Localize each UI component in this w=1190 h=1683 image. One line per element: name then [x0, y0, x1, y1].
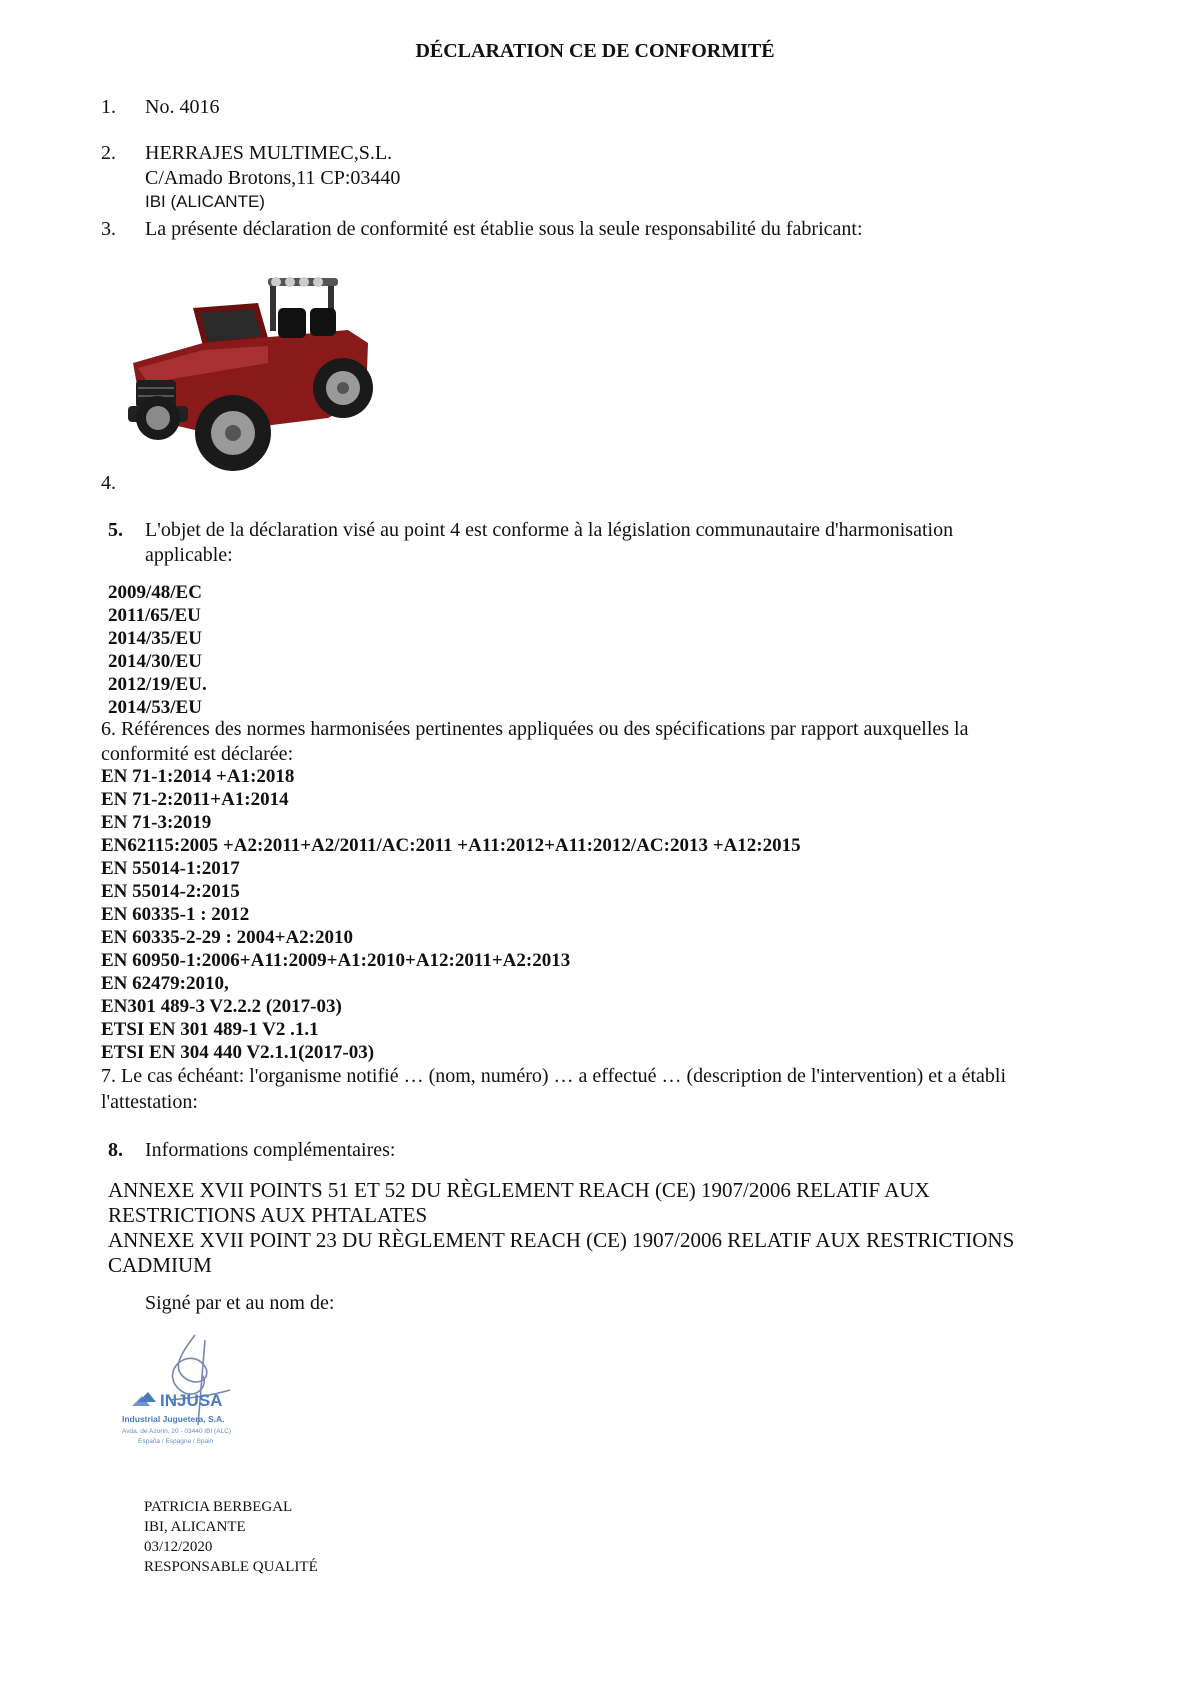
notified-body-line2: l'attestation:: [101, 1091, 198, 1113]
item-number-3: 3.: [101, 218, 116, 240]
standards-intro-line2: conformité est déclarée:: [101, 743, 294, 765]
directive: 2014/30/EU: [108, 651, 202, 672]
directive: 2014/53/EU: [108, 697, 202, 718]
item-number-1: 1.: [101, 96, 116, 118]
directive: 2011/65/EU: [108, 605, 201, 626]
annex-line: RESTRICTIONS AUX PHTALATES: [108, 1203, 428, 1227]
directive: 2014/35/EU: [108, 628, 202, 649]
additional-info-heading: Informations complémentaires:: [145, 1139, 396, 1161]
product-photo-ride-on-car: [118, 268, 393, 483]
standard: EN 60335-2-29 : 2004+A2:2010: [101, 927, 354, 948]
company-stamp-signature: [110, 1330, 300, 1470]
standard: ETSI EN 304 440 V2.1.1(2017-03): [101, 1042, 375, 1063]
standard: EN 62479:2010,: [101, 973, 229, 994]
standard: EN 71-1:2014 +A1:2018: [101, 766, 295, 787]
stamp-brand: INJUSA: [160, 1391, 223, 1410]
item-number-4: 4.: [101, 472, 116, 494]
directive: 2009/48/EC: [108, 582, 202, 603]
conformity-statement-line2: applicable:: [145, 544, 233, 566]
standard: EN 55014-1:2017: [101, 858, 240, 879]
annex-line: ANNEXE XVII POINT 23 DU RÈGLEMENT REACH (CE) 1907/2006 RELATIF AUX RESTRICTIONS: [108, 1228, 1015, 1252]
signatory-place: IBI, ALICANTE: [144, 1519, 246, 1535]
item-number-2: 2.: [101, 142, 116, 164]
standard: EN 71-3:2019: [101, 812, 212, 833]
manufacturer-name: HERRAJES MULTIMEC,S.L.: [145, 142, 393, 164]
annex-line: CADMIUM: [108, 1253, 212, 1277]
directive: 2012/19/EU.: [108, 674, 207, 695]
signed-by-label: Signé par et au nom de:: [145, 1292, 335, 1314]
declaration-number: No. 4016: [145, 96, 220, 118]
standard: EN62115:2005 +A2:2011+A2/2011/AC:2011 +A11:2012+A11:2012/AC:2013 +A12:2015: [101, 835, 801, 856]
stamp-company: Industrial Juguetera, S.A.: [122, 1414, 225, 1424]
notified-body-line1: 7. Le cas échéant: l'organisme notifié … (nom, numéro) … a effectué … (description de l'intervention) et a établi: [101, 1065, 1007, 1087]
item-number-5: 5.: [108, 519, 123, 541]
standard: ETSI EN 301 489-1 V2 .1.1: [101, 1019, 319, 1040]
signatory-name: PATRICIA BERBEGAL: [144, 1499, 293, 1515]
stamp-address: Avda. de Azorín, 20 - 03440 IBI (ALC): [122, 1428, 231, 1435]
standard: EN 60335-1 : 2012: [101, 904, 250, 925]
standards-intro-line1: 6. Références des normes harmonisées pertinentes appliquées ou des spécifications par rapport auxquelles la: [101, 718, 969, 740]
responsibility-statement: La présente déclaration de conformité est établie sous la seule responsabilité du fabricant:: [145, 218, 863, 240]
manufacturer-address: C/Amado Brotons,11 CP:03440: [145, 167, 401, 189]
stamp-country: España / Espagne / Spain: [138, 1438, 214, 1445]
standard: EN301 489-3 V2.2.2 (2017-03): [101, 996, 342, 1017]
standard: EN 71-2:2011+A1:2014: [101, 789, 289, 810]
annex-line: ANNEXE XVII POINTS 51 ET 52 DU RÈGLEMENT REACH (CE) 1907/2006 RELATIF AUX: [108, 1178, 930, 1202]
item-number-8: 8.: [108, 1139, 123, 1161]
document-title: DÉCLARATION CE DE CONFORMITÉ: [415, 40, 775, 62]
conformity-statement-line1: L'objet de la déclaration visé au point 4 est conforme à la législation communautaire d'harmonisation: [145, 519, 954, 541]
manufacturer-city: IBI (ALICANTE): [145, 192, 265, 211]
signatory-role: RESPONSABLE QUALITÉ: [144, 1559, 318, 1575]
signatory-date: 03/12/2020: [144, 1539, 213, 1555]
standard: EN 55014-2:2015: [101, 881, 240, 902]
standard: EN 60950-1:2006+A11:2009+A1:2010+A12:2011+A2:2013: [101, 950, 571, 971]
